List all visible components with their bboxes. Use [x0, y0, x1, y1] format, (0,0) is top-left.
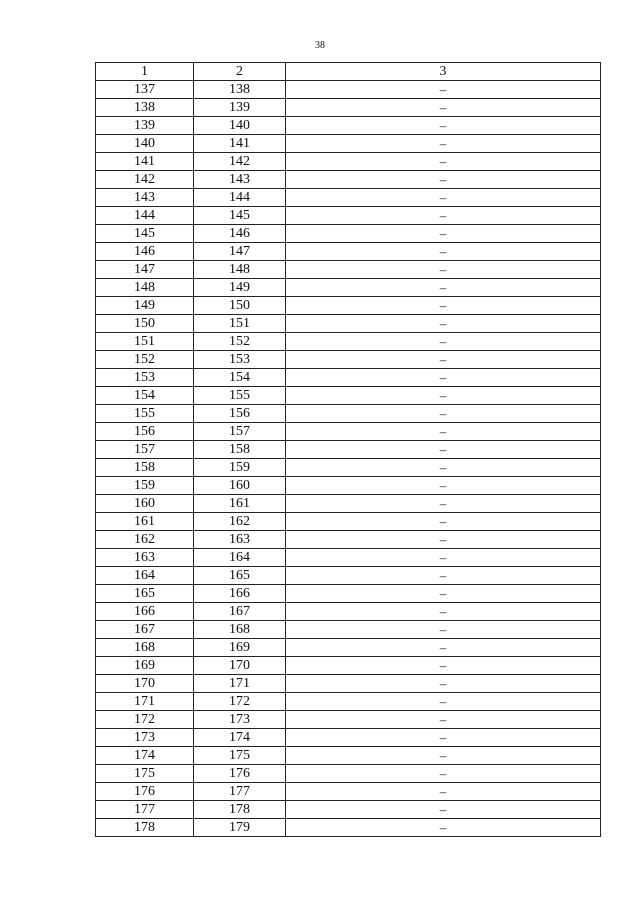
table-cell-col-3: –	[286, 783, 601, 801]
table-cell-col-1: 150	[96, 315, 194, 333]
table-cell-col-3: –	[286, 801, 601, 819]
table-row	[96, 261, 601, 279]
table-cell-col-1: 174	[96, 747, 194, 765]
table-body	[96, 81, 601, 837]
table-cell-col-3: –	[286, 729, 601, 747]
table-cell-col-1: 168	[96, 639, 194, 657]
table-cell-col-1: 142	[96, 171, 194, 189]
table-cell-col-2: 171	[194, 675, 286, 693]
table-cell-col-1: 140	[96, 135, 194, 153]
table-cell-col-1: 159	[96, 477, 194, 495]
table-row	[96, 603, 601, 621]
table-cell-col-2: 163	[194, 531, 286, 549]
table-cell-col-3: –	[286, 495, 601, 513]
table-cell-col-2: 150	[194, 297, 286, 315]
table-cell-col-1: 164	[96, 567, 194, 585]
table-cell-col-2: 141	[194, 135, 286, 153]
table-cell-col-1: 149	[96, 297, 194, 315]
table-row	[96, 351, 601, 369]
header-col-1: 1	[96, 63, 194, 81]
table-row	[96, 675, 601, 693]
table-header	[96, 63, 601, 81]
table-cell-col-2: 140	[194, 117, 286, 135]
header-row	[96, 63, 601, 81]
table-cell-col-2: 174	[194, 729, 286, 747]
table-cell-col-3: –	[286, 225, 601, 243]
table-row	[96, 729, 601, 747]
table-cell-col-1: 167	[96, 621, 194, 639]
table-row	[96, 819, 601, 837]
table-cell-col-2: 167	[194, 603, 286, 621]
table-row	[96, 387, 601, 405]
table-cell-col-2: 154	[194, 369, 286, 387]
table-cell-col-3: –	[286, 639, 601, 657]
table-row	[96, 207, 601, 225]
table-cell-col-3: –	[286, 477, 601, 495]
header-col-2: 2	[194, 63, 286, 81]
table-cell-col-2: 155	[194, 387, 286, 405]
table-row	[96, 171, 601, 189]
table-cell-col-2: 179	[194, 819, 286, 837]
table-cell-col-1: 148	[96, 279, 194, 297]
table-cell-col-2: 161	[194, 495, 286, 513]
table-row	[96, 621, 601, 639]
table-cell-col-1: 178	[96, 819, 194, 837]
table-cell-col-3: –	[286, 585, 601, 603]
table-cell-col-2: 149	[194, 279, 286, 297]
table-cell-col-2: 156	[194, 405, 286, 423]
table-cell-col-3: –	[286, 711, 601, 729]
table-row	[96, 297, 601, 315]
table-cell-col-1: 145	[96, 225, 194, 243]
table-row	[96, 189, 601, 207]
table-cell-col-2: 158	[194, 441, 286, 459]
table-cell-col-1: 160	[96, 495, 194, 513]
table-row	[96, 153, 601, 171]
table-cell-col-1: 170	[96, 675, 194, 693]
table-cell-col-2: 138	[194, 81, 286, 99]
table-cell-col-3: –	[286, 657, 601, 675]
table-cell-col-3: –	[286, 567, 601, 585]
table-cell-col-1: 158	[96, 459, 194, 477]
table-row	[96, 333, 601, 351]
table-cell-col-1: 152	[96, 351, 194, 369]
table-cell-col-2: 170	[194, 657, 286, 675]
table-cell-col-2: 148	[194, 261, 286, 279]
table-cell-col-3: –	[286, 153, 601, 171]
table-row	[96, 135, 601, 153]
table-cell-col-2: 147	[194, 243, 286, 261]
table-cell-col-2: 139	[194, 99, 286, 117]
table-row	[96, 567, 601, 585]
table-cell-col-3: –	[286, 297, 601, 315]
table-row	[96, 81, 601, 99]
table-cell-col-2: 164	[194, 549, 286, 567]
table-cell-col-3: –	[286, 279, 601, 297]
table-cell-col-2: 146	[194, 225, 286, 243]
table-row	[96, 441, 601, 459]
table-cell-col-3: –	[286, 315, 601, 333]
table-cell-col-3: –	[286, 819, 601, 837]
table-row	[96, 225, 601, 243]
table-cell-col-3: –	[286, 531, 601, 549]
table-row	[96, 117, 601, 135]
table-row	[96, 459, 601, 477]
table-cell-col-2: 151	[194, 315, 286, 333]
table-cell-col-3: –	[286, 99, 601, 117]
table-row	[96, 693, 601, 711]
table-cell-col-1: 161	[96, 513, 194, 531]
table-cell-col-1: 156	[96, 423, 194, 441]
table-cell-col-1: 172	[96, 711, 194, 729]
table-row	[96, 315, 601, 333]
table-cell-col-2: 145	[194, 207, 286, 225]
table-cell-col-3: –	[286, 189, 601, 207]
table-cell-col-1: 141	[96, 153, 194, 171]
table-cell-col-3: –	[286, 207, 601, 225]
table-row	[96, 405, 601, 423]
table-cell-col-2: 178	[194, 801, 286, 819]
table-cell-col-3: –	[286, 405, 601, 423]
table-row	[96, 243, 601, 261]
table-cell-col-1: 144	[96, 207, 194, 225]
table-cell-col-2: 162	[194, 513, 286, 531]
table-cell-col-2: 175	[194, 747, 286, 765]
table-cell-col-2: 176	[194, 765, 286, 783]
table-cell-col-2: 173	[194, 711, 286, 729]
header-col-3: 3	[286, 63, 601, 81]
table-cell-col-1: 171	[96, 693, 194, 711]
table-cell-col-1: 139	[96, 117, 194, 135]
table-cell-col-1: 165	[96, 585, 194, 603]
table-row	[96, 549, 601, 567]
table-cell-col-3: –	[286, 513, 601, 531]
table-row	[96, 531, 601, 549]
table-row	[96, 783, 601, 801]
table-cell-col-1: 143	[96, 189, 194, 207]
table-cell-col-1: 173	[96, 729, 194, 747]
table-cell-col-2: 142	[194, 153, 286, 171]
data-table	[95, 62, 601, 837]
table-cell-col-1: 176	[96, 783, 194, 801]
table-row	[96, 423, 601, 441]
table-row	[96, 279, 601, 297]
table-cell-col-3: –	[286, 81, 601, 99]
table-row	[96, 99, 601, 117]
table-cell-col-1: 162	[96, 531, 194, 549]
table-cell-col-1: 175	[96, 765, 194, 783]
table-cell-col-1: 146	[96, 243, 194, 261]
table-cell-col-3: –	[286, 171, 601, 189]
table-cell-col-1: 177	[96, 801, 194, 819]
table-cell-col-3: –	[286, 135, 601, 153]
table-cell-col-1: 154	[96, 387, 194, 405]
table-row	[96, 495, 601, 513]
table-cell-col-1: 166	[96, 603, 194, 621]
table-cell-col-1: 153	[96, 369, 194, 387]
table-row	[96, 369, 601, 387]
table-cell-col-1: 147	[96, 261, 194, 279]
table-row	[96, 657, 601, 675]
table-row	[96, 711, 601, 729]
table-cell-col-1: 157	[96, 441, 194, 459]
table-cell-col-2: 144	[194, 189, 286, 207]
table-cell-col-1: 137	[96, 81, 194, 99]
table-cell-col-3: –	[286, 261, 601, 279]
table-cell-col-2: 177	[194, 783, 286, 801]
table-cell-col-2: 157	[194, 423, 286, 441]
table-cell-col-2: 169	[194, 639, 286, 657]
table-cell-col-3: –	[286, 387, 601, 405]
table-cell-col-2: 153	[194, 351, 286, 369]
table-cell-col-2: 166	[194, 585, 286, 603]
table-cell-col-1: 155	[96, 405, 194, 423]
table-cell-col-1: 169	[96, 657, 194, 675]
table-cell-col-3: –	[286, 243, 601, 261]
table-cell-col-3: –	[286, 423, 601, 441]
table-cell-col-3: –	[286, 675, 601, 693]
table-row	[96, 801, 601, 819]
table-cell-col-3: –	[286, 333, 601, 351]
table-row	[96, 513, 601, 531]
table-cell-col-1: 163	[96, 549, 194, 567]
table-cell-col-3: –	[286, 441, 601, 459]
table-cell-col-3: –	[286, 369, 601, 387]
table-row	[96, 747, 601, 765]
table-row	[96, 585, 601, 603]
table-cell-col-3: –	[286, 621, 601, 639]
table-cell-col-2: 165	[194, 567, 286, 585]
table-cell-col-3: –	[286, 603, 601, 621]
table-cell-col-3: –	[286, 351, 601, 369]
table-cell-col-2: 159	[194, 459, 286, 477]
table-cell-col-2: 143	[194, 171, 286, 189]
table-cell-col-3: –	[286, 693, 601, 711]
table-row	[96, 639, 601, 657]
page-number: 38	[315, 40, 325, 51]
table-row	[96, 765, 601, 783]
table-cell-col-2: 152	[194, 333, 286, 351]
table-cell-col-3: –	[286, 765, 601, 783]
table-cell-col-1: 151	[96, 333, 194, 351]
table-cell-col-2: 168	[194, 621, 286, 639]
table-cell-col-3: –	[286, 459, 601, 477]
table-cell-col-1: 138	[96, 99, 194, 117]
table-cell-col-3: –	[286, 549, 601, 567]
table-row	[96, 477, 601, 495]
table-cell-col-2: 172	[194, 693, 286, 711]
table-cell-col-3: –	[286, 117, 601, 135]
table-cell-col-3: –	[286, 747, 601, 765]
table-cell-col-2: 160	[194, 477, 286, 495]
